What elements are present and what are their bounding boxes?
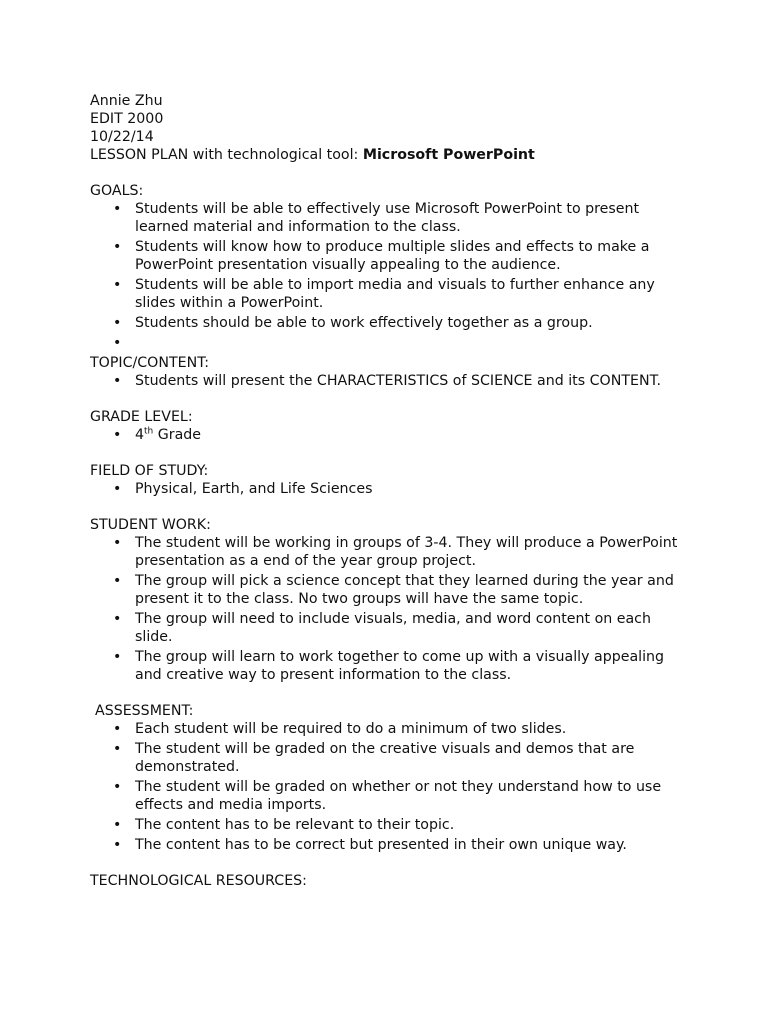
bullet-icon: • xyxy=(113,817,122,833)
assessment-heading-text: ASSESSMENT xyxy=(95,703,189,719)
heading-colon: : xyxy=(206,517,211,533)
field-heading-text: FIELD OF STUDY xyxy=(90,463,204,479)
list-item-text: The content has to be correct but presented in their own unique way. xyxy=(135,837,627,853)
list-item xyxy=(113,740,690,776)
field-list xyxy=(90,480,690,498)
heading-colon: : xyxy=(138,183,144,199)
bullet-icon: • xyxy=(113,335,122,351)
bullet-icon: • xyxy=(113,315,122,331)
list-item-text: The group will pick a science concept that they learned during the year and present it to the class. No two groups will have the same topic. xyxy=(135,573,674,607)
lesson-title xyxy=(90,146,690,164)
grade-number: 4 xyxy=(135,427,145,443)
heading-colon: : xyxy=(188,703,194,719)
list-item xyxy=(113,238,690,274)
heading-colon: : xyxy=(187,409,193,425)
assessment-list xyxy=(90,720,690,854)
list-item xyxy=(113,720,690,738)
lesson-tool: Microsoft PowerPoint xyxy=(362,147,535,163)
list-item xyxy=(113,372,690,390)
list-item xyxy=(113,480,690,498)
list-item xyxy=(113,572,690,608)
bullet-icon: • xyxy=(113,611,122,627)
topic-list xyxy=(90,372,690,390)
author-name: Annie Zhu xyxy=(90,93,163,109)
bullet-icon: • xyxy=(113,201,122,217)
grade-heading-text: GRADE LEVEL xyxy=(90,409,188,425)
list-item-text: The group will learn to work together to come up with a visually appealing and creative way to present information to the class. xyxy=(135,649,665,683)
resources-heading-text: TECHNOLOGICAL RESOURCES xyxy=(90,873,303,889)
list-item-text: Students will present the CHARACTERISTICS of SCIENCE and its CONTENT. xyxy=(135,373,662,389)
bullet-icon: • xyxy=(113,573,122,589)
lesson-title-prefix: LESSON PLAN with technological tool: xyxy=(90,147,363,163)
resources-heading xyxy=(90,872,690,890)
list-item xyxy=(113,276,690,312)
list-item xyxy=(113,816,690,834)
list-item xyxy=(113,334,690,352)
goals-list xyxy=(90,200,690,352)
work-list xyxy=(90,534,690,684)
bullet-icon: • xyxy=(113,649,122,665)
document-date: 10/22/14 xyxy=(90,129,154,145)
list-item-text: The student will be graded on whether or not they understand how to use effects and media imports. xyxy=(135,779,662,813)
work-heading xyxy=(90,516,690,534)
list-item xyxy=(113,426,690,444)
bullet-icon: • xyxy=(113,239,122,255)
list-item-text: Students will be able to effectively use Microsoft PowerPoint to present learned material and information to the class. xyxy=(135,201,640,235)
document-page xyxy=(90,92,690,890)
list-item xyxy=(113,200,690,236)
list-item xyxy=(113,314,690,332)
bullet-icon: • xyxy=(113,481,122,497)
list-item-text: Students should be able to work effectively together as a group. xyxy=(135,315,593,331)
list-item-text: Each student will be required to do a minimum of two slides. xyxy=(135,721,567,737)
list-item-text: The group will need to include visuals, media, and word content on each slide. xyxy=(135,611,651,645)
bullet-icon: • xyxy=(113,535,122,551)
goals-heading-text: GOALS xyxy=(90,183,139,199)
grade-word: Grade xyxy=(153,427,202,443)
grade-list xyxy=(90,426,690,444)
heading-colon: : xyxy=(302,873,307,889)
list-item-text: The content has to be relevant to their topic. xyxy=(135,817,455,833)
list-item xyxy=(113,836,690,854)
work-heading-text: STUDENT WORK xyxy=(90,517,207,533)
list-item-text: The student will be working in groups of 3-4. They will produce a PowerPoint presentation as a end of the year group project. xyxy=(135,535,678,569)
list-item xyxy=(113,648,690,684)
list-item-text: Physical, Earth, and Life Sciences xyxy=(135,481,373,497)
bullet-icon: • xyxy=(113,837,122,853)
bullet-icon: • xyxy=(113,779,122,795)
bullet-icon: • xyxy=(113,277,122,293)
topic-heading xyxy=(90,354,690,372)
bullet-icon: • xyxy=(113,373,122,389)
heading-colon: : xyxy=(204,355,210,371)
bullet-icon: • xyxy=(113,721,122,737)
list-item-text: Students will be able to import media and visuals to further enhance any slides within a PowerPoint. xyxy=(135,277,655,311)
bullet-icon: • xyxy=(113,741,122,757)
bullet-icon: • xyxy=(113,427,122,443)
list-item xyxy=(113,778,690,814)
grade-ordinal-suffix: th xyxy=(144,426,154,437)
field-heading xyxy=(90,462,690,480)
topic-heading-text: TOPIC/CONTENT xyxy=(90,355,205,371)
goals-heading xyxy=(90,182,690,200)
list-item xyxy=(113,534,690,570)
list-item xyxy=(113,610,690,646)
course-code: EDIT 2000 xyxy=(90,111,164,127)
list-item-text: The student will be graded on the creative visuals and demos that are demonstrated. xyxy=(135,741,635,775)
heading-colon: : xyxy=(203,463,209,479)
assessment-heading xyxy=(90,702,690,720)
grade-heading xyxy=(90,408,690,426)
list-item-text: Students will know how to produce multiple slides and effects to make a PowerPoint presentation visually appealing to the audience. xyxy=(135,239,650,273)
